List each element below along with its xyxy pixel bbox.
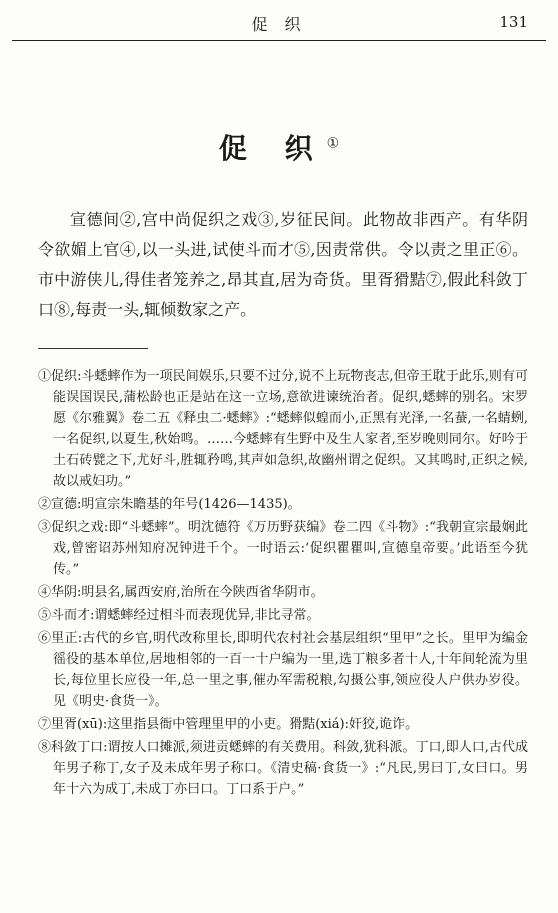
footnote-1: ①促织:斗蟋蟀作为一项民间娱乐,只要不过分,说不上玩物丧志,但帝王耽于此乐,则有可能误国误民,蒲松龄也正是站在这一立场,意欲进谏统治者。促织,蟋蟀的别名。宋罗愿《尔雅翼》卷二五《释虫二·蟋蟀》:“蟋蟀似蝗而小,正黑有光泽,一名蛬,一名蜻蛚,一名促织,以夏生,秋始鸣。……今蟋蟀有生野中及生人家者,至岁晚则同尔。好吟于土石砖甓之下,尤好斗,胜辄矜鸣,其声如急织,故幽州谓之促织。又其鸣时,正织之候,故以戒妇功。” bbox=[38, 369, 528, 489]
header-rule bbox=[12, 40, 546, 41]
footnote-8: ⑧科敛丁口:谓按人口摊派,须进贡蟋蟀的有关费用。科敛,犹科派。丁口,即人口,古代成年男子称丁,女子及未成年男子称口。《清史稿·食货一》:“凡民,男曰丁,女曰口。男年十六为成丁,未成丁亦曰口。丁口系于户。” bbox=[38, 740, 528, 797]
footnote-7: ⑦里胥(xū):这里指县衙中管理里甲的小吏。猾黠(xiá):奸狡,诡诈。 bbox=[38, 717, 419, 732]
chapter-title bbox=[0, 127, 558, 167]
footnote-4: ④华阴:明县名,属西安府,治所在今陕西省华阴市。 bbox=[38, 585, 324, 600]
main-paragraph: 宣德间②,宫中尚促织之戏③,岁征民间。此物故非西产。有华阴令欲媚上官④,以一头进,试使斗而才⑤,因责常供。令以责之里正⑥。市中游侠儿,得佳者笼养之,昂其直,居为奇货。里胥猾黠⑦,假此科敛丁口⑧,每责一头,辄倾数家之产。 bbox=[38, 210, 528, 319]
footnote-3: ③促织之戏:即“斗蟋蟀”。明沈德符《万历野获编》卷二四《斗物》:“我朝宣宗最娴此戏,曾密诏苏州知府况钟进千个。一时语云:‘促织瞿瞿叫,宣德皇帝要。’此语至今犹传。” bbox=[38, 520, 528, 577]
running-title: 促 织 bbox=[251, 15, 307, 34]
footnote-5: ⑤斗而才:谓蟋蟀经过相斗而表现优异,非比寻常。 bbox=[38, 608, 320, 623]
footnotes bbox=[38, 366, 528, 802]
chapter-title-text: 促 织 bbox=[218, 132, 327, 165]
footnote-divider bbox=[38, 348, 148, 349]
footnote-6: ⑥里正:古代的乡官,明代改称里长,即明代农村社会基层组织“里甲”之长。里甲为编金徭役的基本单位,居地相邻的一百一十户编为一里,选丁粮多者十人,十年间轮流为里长,每位里长应役一年,总一里之事,催办军需税粮,勾摄公事,领应役人户供办岁役。见《明史·食货一》。 bbox=[38, 631, 528, 709]
page-header bbox=[12, 0, 546, 44]
main-text bbox=[38, 205, 528, 325]
title-note-marker: ① bbox=[326, 135, 340, 152]
footnote-2: ②宣德:明宣宗朱瞻基的年号(1426—1435)。 bbox=[38, 497, 301, 512]
page-number: 131 bbox=[499, 13, 528, 31]
